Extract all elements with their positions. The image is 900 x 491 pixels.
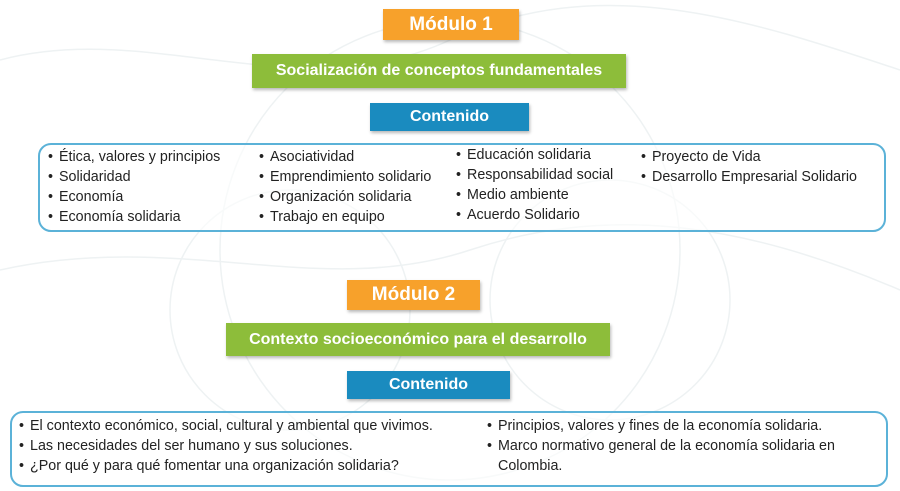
module-2-badge <box>347 280 480 310</box>
module-1-title-text: Socialización de conceptos fundamentales <box>275 62 603 79</box>
list-item: • Responsabilidad social <box>456 165 613 185</box>
list-item: • Economía <box>48 187 220 207</box>
list-item: • Economía solidaria <box>48 207 220 227</box>
list-item: • ¿Por qué y para qué fomentar una organización solidaria? <box>19 456 433 476</box>
module-1-content-box <box>38 143 886 232</box>
list-item: • Solidaridad <box>48 167 220 187</box>
module-1-column-2 <box>259 147 431 227</box>
module-2-badge-label: Módulo 2 <box>371 284 456 305</box>
list-item: • Medio ambiente <box>456 185 613 205</box>
list-item: • Ética, valores y principios <box>48 147 220 167</box>
module-1-column-1 <box>48 147 220 227</box>
module-2-column-2 <box>487 416 883 476</box>
list-item: • Asociatividad <box>259 147 431 167</box>
module-1-badge-label: Módulo 1 <box>409 13 493 35</box>
module-2-content-label <box>347 371 510 399</box>
list-item: • Marco normativo general de la economía solidaria en Colombia. <box>487 436 883 476</box>
module-2-title <box>226 323 610 356</box>
list-item: • Principios, valores y fines de la economía solidaria. <box>487 416 883 436</box>
list-item: • Desarrollo Empresarial Solidario <box>641 167 857 187</box>
module-1-content-label <box>370 103 529 131</box>
list-item: • Trabajo en equipo <box>259 207 431 227</box>
list-item: • Las necesidades del ser humano y sus soluciones. <box>19 436 433 456</box>
list-item: • Proyecto de Vida <box>641 147 857 167</box>
list-item: • El contexto económico, social, cultural y ambiental que vivimos. <box>19 416 433 436</box>
module-1-badge <box>383 9 519 40</box>
module-2-content-label-text: Contenido <box>388 376 469 393</box>
list-item: • Acuerdo Solidario <box>456 205 613 225</box>
module-2-content-box <box>10 411 888 487</box>
module-1-title <box>252 54 626 88</box>
module-1-content-label-text: Contenido <box>409 108 490 125</box>
module-2-title-text: Contexto socioeconómico para el desarrollo <box>249 330 587 348</box>
module-2-column-1 <box>19 416 433 476</box>
module-1-column-4 <box>641 147 857 187</box>
module-1-column-3 <box>456 145 613 225</box>
list-item: • Organización solidaria <box>259 187 431 207</box>
list-item: • Emprendimiento solidario <box>259 167 431 187</box>
list-item: • Educación solidaria <box>456 145 613 165</box>
